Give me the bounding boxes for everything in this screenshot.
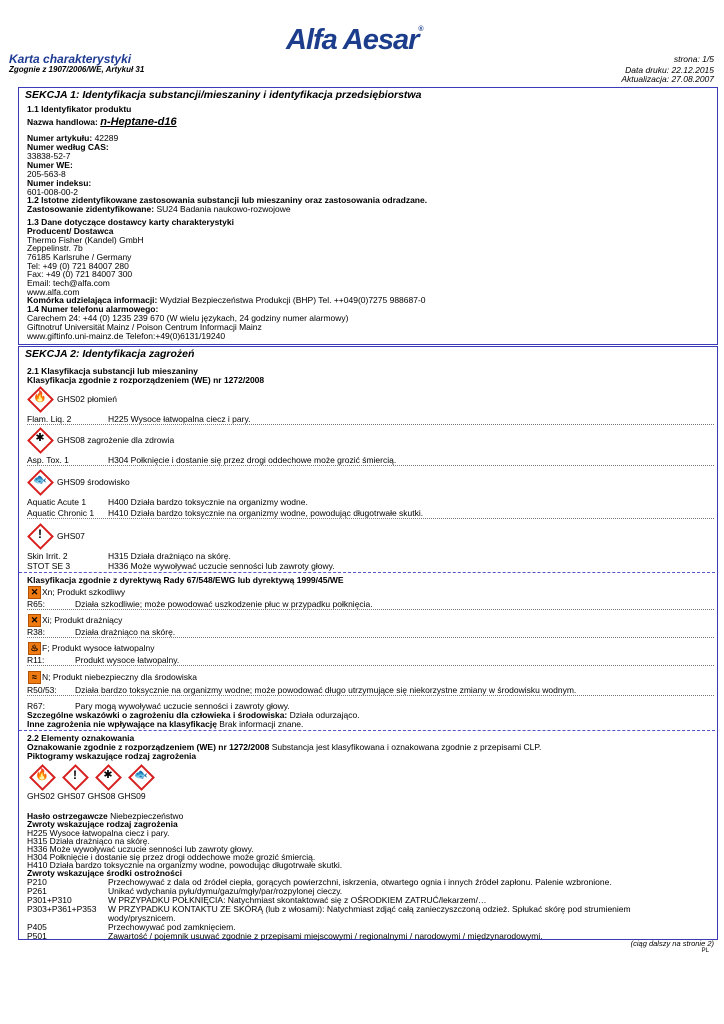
emergency-line: www.giftinfo.uni-mainz.de Telefon:+49(0)6131/19240 <box>27 331 226 341</box>
special-hazards: Szczególne wskazówki o zagrożeniu dla człowieka i środowiska: Działa odurzająco. <box>27 710 360 720</box>
print-date: Data druku: 22.12.2015 <box>625 65 714 75</box>
producer-email: Email: tech@alfa.com <box>27 278 110 288</box>
flam-text: H225 Wysoce łatwopalna ciecz i pary. <box>108 414 251 424</box>
precautionary-heading: Zwroty wskazujące środki ostrożności <box>27 868 182 878</box>
stot-text: H336 Może wywoływać uczucie senności lub zawroty głowy. <box>108 561 335 571</box>
skin-irrit-text: H315 Działa drażniąco na skórę. <box>108 551 231 561</box>
r38-text: Działa drażniąco na skórę. <box>75 627 176 637</box>
producer-line: Zeppelinstr. 7b <box>27 243 83 253</box>
hazard-statement: H410 Działa bardzo toksycznie na organizmy wodne, powodując długotrwałe skutki. <box>27 860 343 870</box>
we-value: 205-563-8 <box>27 169 66 179</box>
aquatic-chronic-code: Aquatic Chronic 1 <box>27 508 95 518</box>
update-date: Aktualizacja: 27.08.2007 <box>621 74 714 84</box>
hazard-statement: H225 Wysoce łatwopalna ciecz i pary. <box>27 828 170 838</box>
other-hazards: Inne zagrożenia nie wpływające na klasyfikację Brak informacji znane. <box>27 719 304 729</box>
xn-harmful-icon: ✕ <box>28 586 41 599</box>
r11-code: R11: <box>27 655 45 665</box>
s12-heading: 1.2 Istotne zidentyfikowane zastosowania substancji lub mieszaniny oraz zastosowania odradzane. <box>27 195 428 205</box>
r67-text: Pary mogą wywoływać uczucie senności i zawroty głowy. <box>75 701 290 711</box>
emergency-line: Carechem 24: +44 (0) 1235 239 670 (W wielu językach, 24 godziny numer alarmowy) <box>27 313 349 323</box>
clp-classification-heading: Klasyfikacja zgodnie z rozporządzeniem (WE) nr 1272/2008 <box>27 375 265 385</box>
s13-heading: 1.3 Dane dotyczące dostawcy karty charakterystyki <box>27 217 234 227</box>
we-label: Numer WE: <box>27 160 73 170</box>
trade-name: Nazwa handlowa: n-Heptane-d16 <box>27 116 177 128</box>
n-environment-icon: ≈ <box>28 671 41 684</box>
pictograms-heading: Piktogramy wskazujące rodzaj zagrożenia <box>27 751 197 761</box>
emergency-line: Giftnotruf Universität Mainz / Poison Centrum Informacji Mainz <box>27 322 262 332</box>
prec-text: Przechowywać z dala od źródeł ciepła, gorących powierzchni, iskrzenia, otwartego ognia i innych źródeł zapłonu. Palenie wzbronione. <box>108 877 612 887</box>
producer-website: www.alfa.com <box>27 287 80 297</box>
producer-line: Tel: +49 (0) 721 84007 280 <box>27 261 129 271</box>
clp-labelling: Oznakowanie zgodnie z rozporządzeniem (WE) nr 1272/2008 Substancja jest klasyfikowana i oznakowana zgodnie z przepisami CLP. <box>27 742 542 752</box>
prec-code: P301+P310 <box>27 895 72 905</box>
r11-text: Produkt wysoce łatwopalny. <box>75 655 180 665</box>
f-label: F; Produkt wysoce łatwopalny <box>42 643 155 653</box>
document-subtitle: Zgognie z 1907/2006/WE, Artykuł 31 <box>9 65 145 74</box>
asp-code: Asp. Tox. 1 <box>27 455 69 465</box>
xn-label: Xn; Produkt szkodliwy <box>42 587 126 597</box>
hazard-statement: H336 Może wywoływać uczucie senności lub zawroty głowy. <box>27 844 254 854</box>
f-flammable-icon: ♨ <box>28 642 41 655</box>
aquatic-acute-code: Aquatic Acute 1 <box>27 497 87 507</box>
pictogram-codes: GHS02 GHS07 GHS08 GHS09 <box>27 791 146 801</box>
hazard-statements-heading: Zwroty wskazujące rodzaj zagrożenia <box>27 819 178 829</box>
prec-text: Zawartość / pojemnik usuwać zgodnie z przepisami miejscowymi / regionalnymi / narodowymi / międzynarodowymi. <box>108 931 543 941</box>
stot-code: STOT SE 3 <box>27 561 71 571</box>
prec-code: P261 <box>27 886 47 896</box>
r67-code: R67: <box>27 701 45 711</box>
cas-label: Numer według CAS: <box>27 142 109 152</box>
prec-code: P303+P361+P353 <box>27 904 97 914</box>
article-number: Numer artykułu: 42289 <box>27 133 119 143</box>
flam-code: Flam. Liq. 2 <box>27 414 72 424</box>
identified-use: Zastosowanie zidentyfikowane: SU24 Badania naukowo-rozwojowe <box>27 204 291 214</box>
ghs07-label: GHS07 <box>57 531 85 541</box>
n-label: N; Produkt niebezpieczny dla środowiska <box>42 672 197 682</box>
s21-heading: 2.1 Klasyfikacja substancji lub mieszaniny <box>27 366 199 376</box>
xi-irritant-icon: ✕ <box>28 614 41 627</box>
index-value: 601-008-00-2 <box>27 187 79 197</box>
section-2-title: SEKCJA 2: Identyfikacja zagrożeń <box>25 348 195 360</box>
xi-label: Xi; Produkt drażniący <box>42 615 123 625</box>
r5053-code: R50/53: <box>27 685 57 695</box>
asp-text: H304 Połknięcie i dostanie się przez drogi oddechowe może grozić śmiercią. <box>108 455 397 465</box>
s22-heading: 2.2 Elementy oznakowania <box>27 733 135 743</box>
s14-heading: 1.4 Numer telefonu alarmowego: <box>27 304 159 314</box>
ghs08-label: GHS08 zagrożenie dla zdrowia <box>57 435 175 445</box>
r38-code: R38: <box>27 627 45 637</box>
cas-value: 33838-52-7 <box>27 151 71 161</box>
r65-code: R65: <box>27 599 45 609</box>
prec-text: W PRZYPADKU POŁKNIĘCIA: Natychmiast skontaktować się z OŚRODKIEM ZATRUĆ/lekarzem/… <box>108 895 487 905</box>
section-1-title: SEKCJA 1: Identyfikacja substancji/mieszaniny i identyfikacja przedsiębiorstwa <box>25 89 422 101</box>
document-title: Karta charakterystyki <box>9 52 132 66</box>
prec-text: Unikać wdychania pyłu/dymu/gazu/mgły/par/rozpylonej cieczy. <box>108 886 343 896</box>
producer-line: Fax: +49 (0) 721 84007 300 <box>27 269 133 279</box>
hazard-statement: H304 Połknięcie i dostanie się przez drogi oddechowe może grozić śmiercią. <box>27 852 316 862</box>
hazard-statement: H315 Działa drażniąco na skórę. <box>27 836 150 846</box>
page-number: strona: 1/5 <box>673 54 714 64</box>
signal-word: Hasło ostrzegawcze Niebezpieczeństwo <box>27 811 184 821</box>
s11-heading: 1.1 Identyfikator produktu <box>27 104 132 114</box>
r5053-text: Działa bardzo toksycznie na organizmy wodne; może powodować długo utrzymujące się niekorzystne zmiany w środowisku wodnym. <box>75 685 577 695</box>
prec-text: W PRZYPADKU KONTAKTU ZE SKÓRĄ (lub z włosami): Natychmiast zdjąć całą zanieczyszczoną odzież. Spłukać skórę pod strumieniem <box>108 904 631 914</box>
ghs02-label: GHS02 płomień <box>57 394 118 404</box>
r65-text: Działa szkodliwie; może powodować uszkodzenie płuc w przypadku połknięcia. <box>75 599 373 609</box>
prec-text: Przechowywać pod zamknięciem. <box>108 922 236 932</box>
producer-line: 76185 Karlsruhe / Germany <box>27 252 132 262</box>
prec-code: P501 <box>27 931 47 941</box>
aquatic-chronic-text: H410 Działa bardzo toksycznie na organizmy wodne, powodując długotrwałe skutki. <box>108 508 424 518</box>
producer-label: Producent/ Dostawca <box>27 226 114 236</box>
ghs09-label: GHS09 środowisko <box>57 477 130 487</box>
index-label: Numer indeksu: <box>27 178 92 188</box>
prec-text: wody/prysznicem. <box>108 913 176 923</box>
language-code: PL <box>701 948 709 954</box>
prec-code: P210 <box>27 877 47 887</box>
continued-note: (ciąg dalszy na stronie 2) <box>630 939 714 948</box>
dsd-classification-heading: Klasyfikacja zgodnie z dyrektywą Rady 67/548/EWG lub dyrektywą 1999/45/WE <box>27 575 344 585</box>
producer-line: Thermo Fisher (Kandel) GmbH <box>27 235 144 245</box>
info-department: Komórka udzielająca informacji: Wydział Bezpieczeństwa Produkcji (BHP) Tel. ++049(0)7275 988687-0 <box>27 295 426 305</box>
skin-irrit-code: Skin Irrit. 2 <box>27 551 68 561</box>
prec-code: P405 <box>27 922 47 932</box>
aquatic-acute-text: H400 Działa bardzo toksycznie na organizmy wodne. <box>108 497 308 507</box>
alfa-aesar-logo: Alfa Aesar® <box>286 24 423 56</box>
